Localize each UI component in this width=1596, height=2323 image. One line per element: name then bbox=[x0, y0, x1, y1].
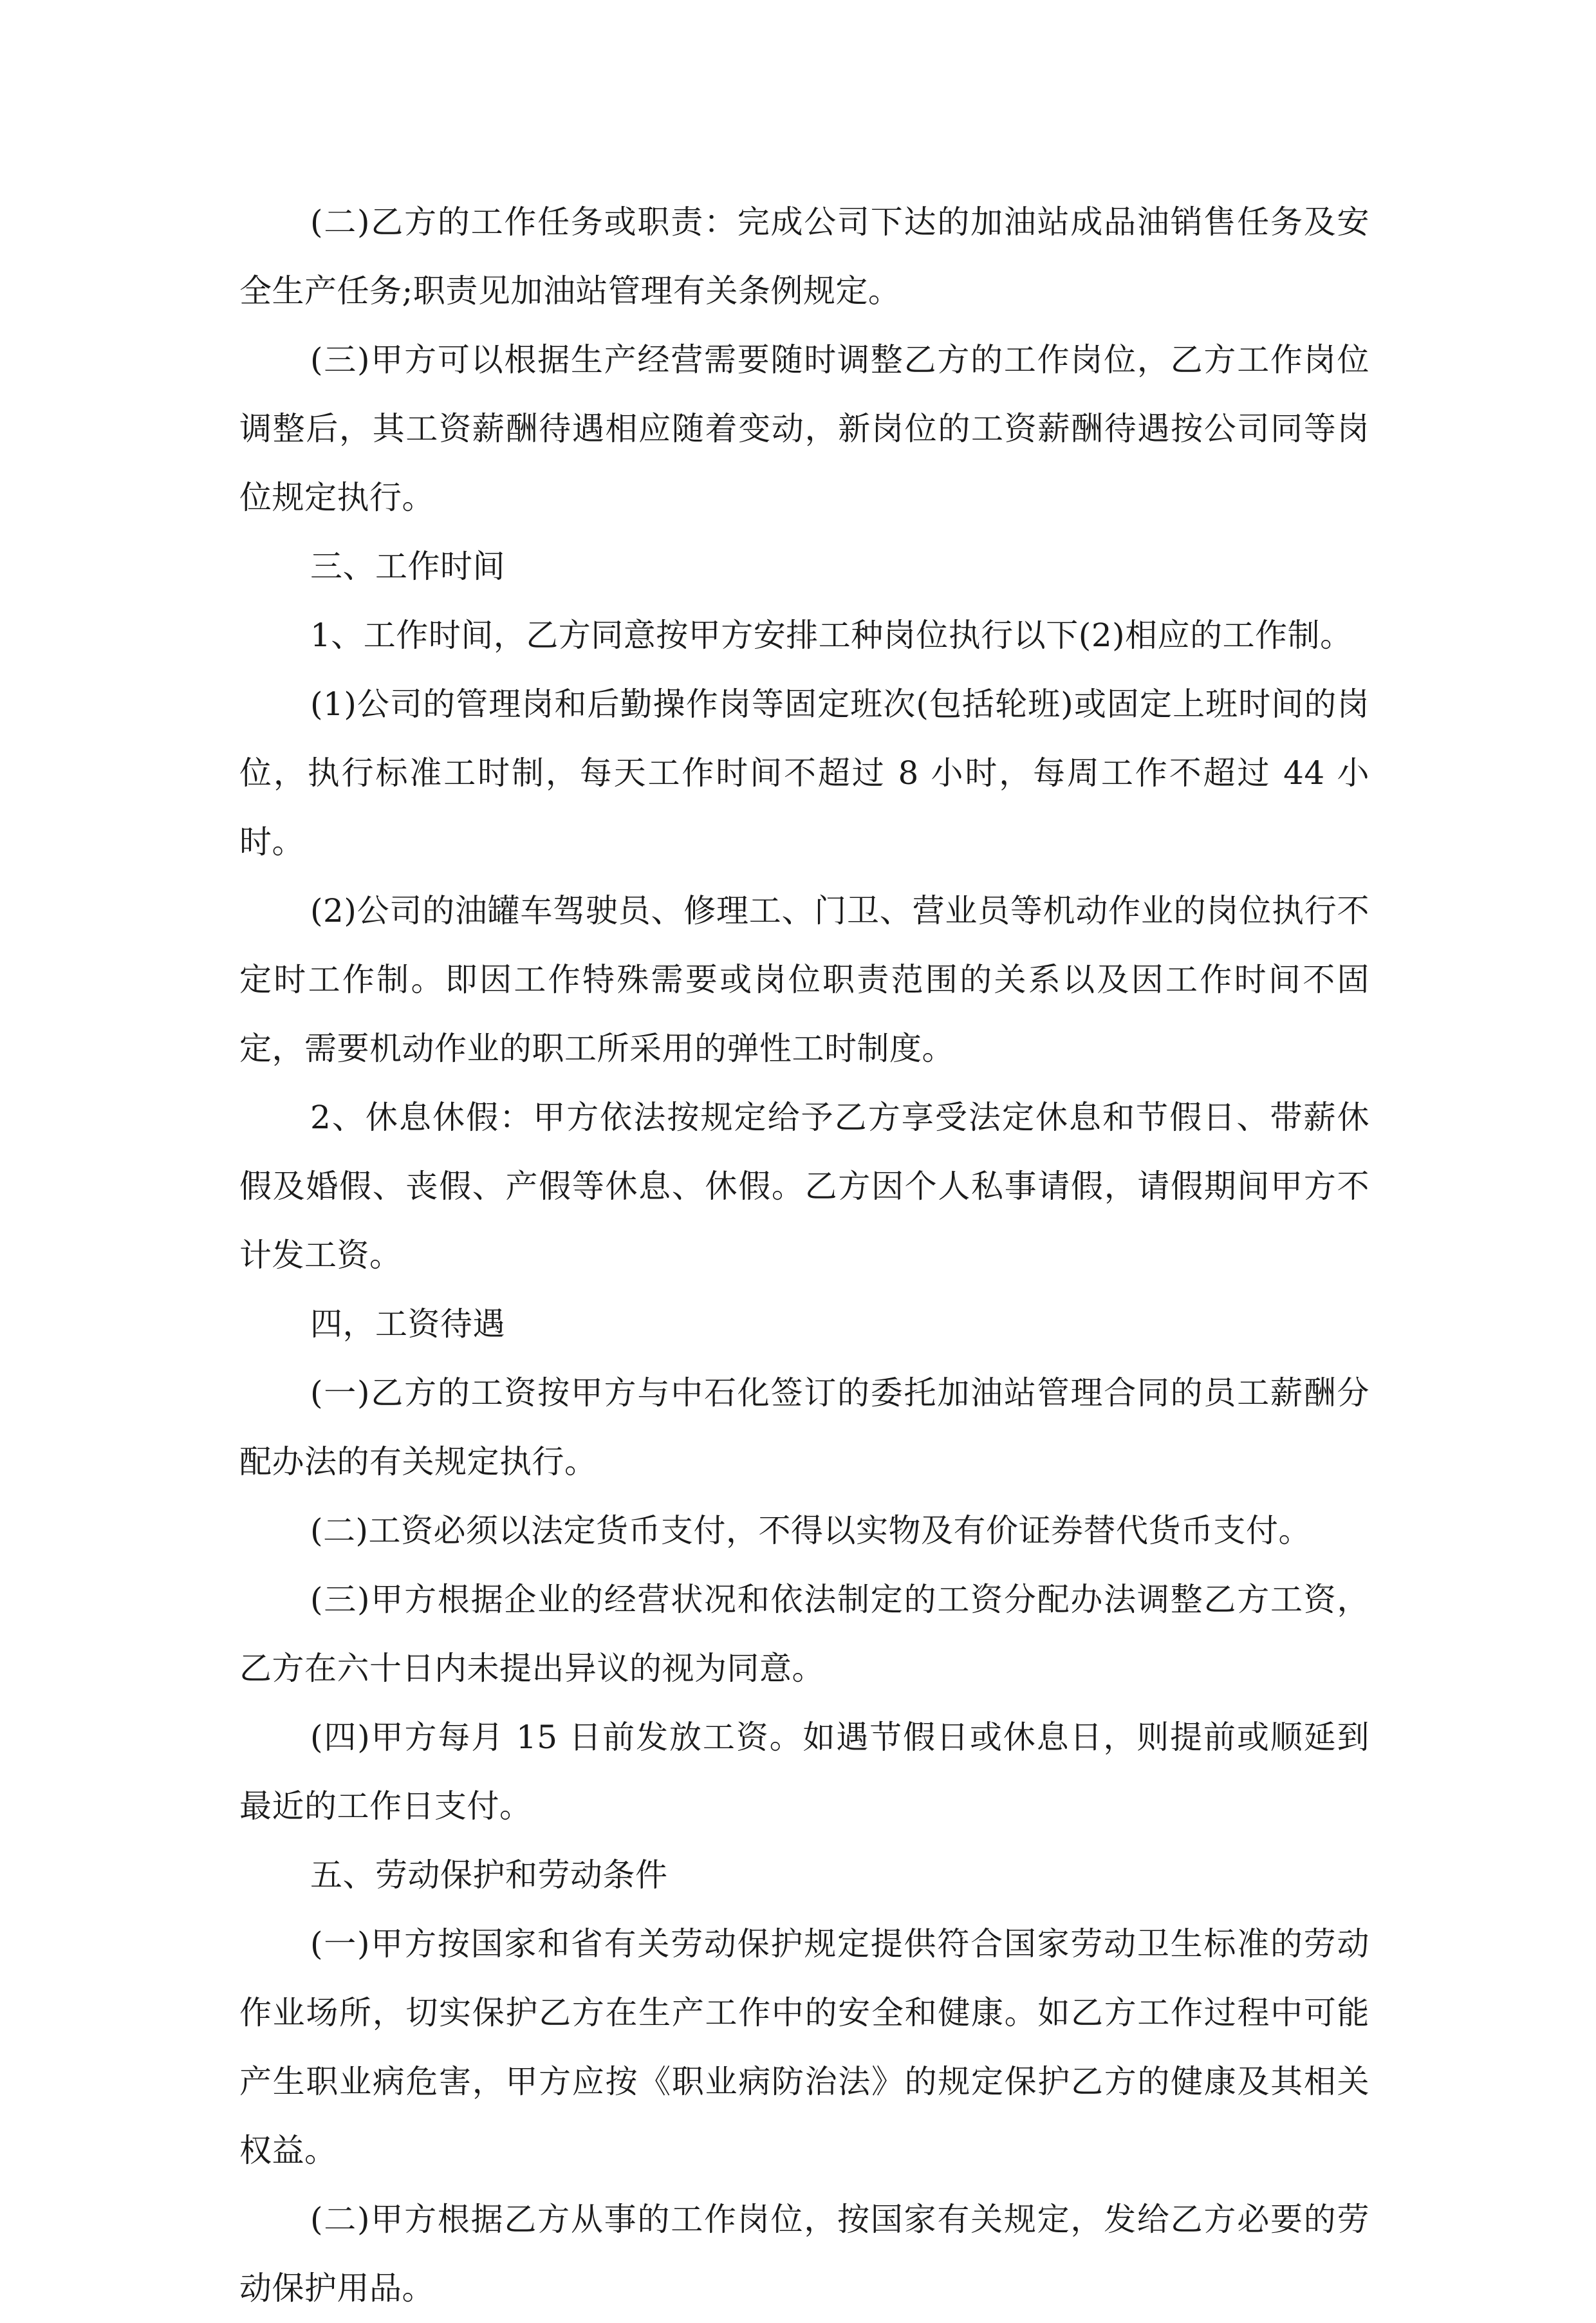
section-heading-labor-protection: 五、劳动保护和劳动条件 bbox=[310, 1856, 668, 1894]
paragraph-standard-hours: (1)公司的管理岗和后勤操作岗等固定班次(包括轮班)或固定上班时间的岗位，执行标准工时制，每天工作时间不超过 8 小时，每周工作不超过 44 小时。 bbox=[239, 686, 1369, 861]
section-heading-working-hours: 三、工作时间 bbox=[310, 548, 505, 585]
section-heading-wages: 四，工资待遇 bbox=[310, 1305, 505, 1343]
paragraph-position-adjustment: (三)甲方可以根据生产经营需要随时调整乙方的工作岗位，乙方工作岗位调整后，其工资薪酬待遇相应随着变动，新岗位的工资薪酬待遇按公司同等岗位规定执行。 bbox=[239, 341, 1369, 516]
paragraph-rest-leave: 2、休息休假：甲方依法按规定给予乙方享受法定休息和节假日、带薪休假及婚假、丧假、产假等休息、休假。乙方因个人私事请假，请假期间甲方不计发工资。 bbox=[239, 1099, 1369, 1274]
paragraph-wage-currency: (二)工资必须以法定货币支付，不得以实物及有价证券替代货币支付。 bbox=[310, 1512, 1312, 1549]
paragraph-task-duties: (二)乙方的工作任务或职责：完成公司下达的加油站成品油销售任务及安全生产任务;职责见加油站管理有关条例规定。 bbox=[239, 203, 1369, 310]
document-body bbox=[239, 188, 1369, 2323]
paragraph-flexible-hours: (2)公司的油罐车驾驶员、修理工、门卫、营业员等机动作业的岗位执行不定时工作制。即因工作特殊需要或岗位职责范围的关系以及因工作时间不固定，需要机动作业的职工所采用的弹性工时制度。 bbox=[239, 892, 1369, 1067]
paragraph-wage-rules: (一)乙方的工资按甲方与中石化签订的委托加油站管理合同的员工薪酬分配办法的有关规定执行。 bbox=[239, 1374, 1369, 1480]
paragraph-wage-adjustment: (三)甲方根据企业的经营状况和依法制定的工资分配办法调整乙方工资，乙方在六十日内未提出异议的视为同意。 bbox=[239, 1581, 1369, 1687]
paragraph-workplace-safety: (一)甲方按国家和省有关劳动保护规定提供符合国家劳动卫生标准的劳动作业场所，切实保护乙方在生产工作中的安全和健康。如乙方工作过程中可能产生职业病危害，甲方应按《职业病防治法》的规定保护乙方的健康及其相关权益。 bbox=[239, 1925, 1369, 2169]
paragraph-protective-equipment: (二)甲方根据乙方从事的工作岗位，按国家有关规定，发给乙方必要的劳动保护用品。 bbox=[239, 2201, 1369, 2307]
paragraph-wage-payday: (四)甲方每月 15 日前发放工资。如遇节假日或休息日，则提前或顺延到最近的工作日支付。 bbox=[239, 1719, 1369, 1825]
paragraph-working-hours: 1、工作时间，乙方同意按甲方安排工种岗位执行以下(2)相应的工作制。 bbox=[310, 617, 1353, 654]
